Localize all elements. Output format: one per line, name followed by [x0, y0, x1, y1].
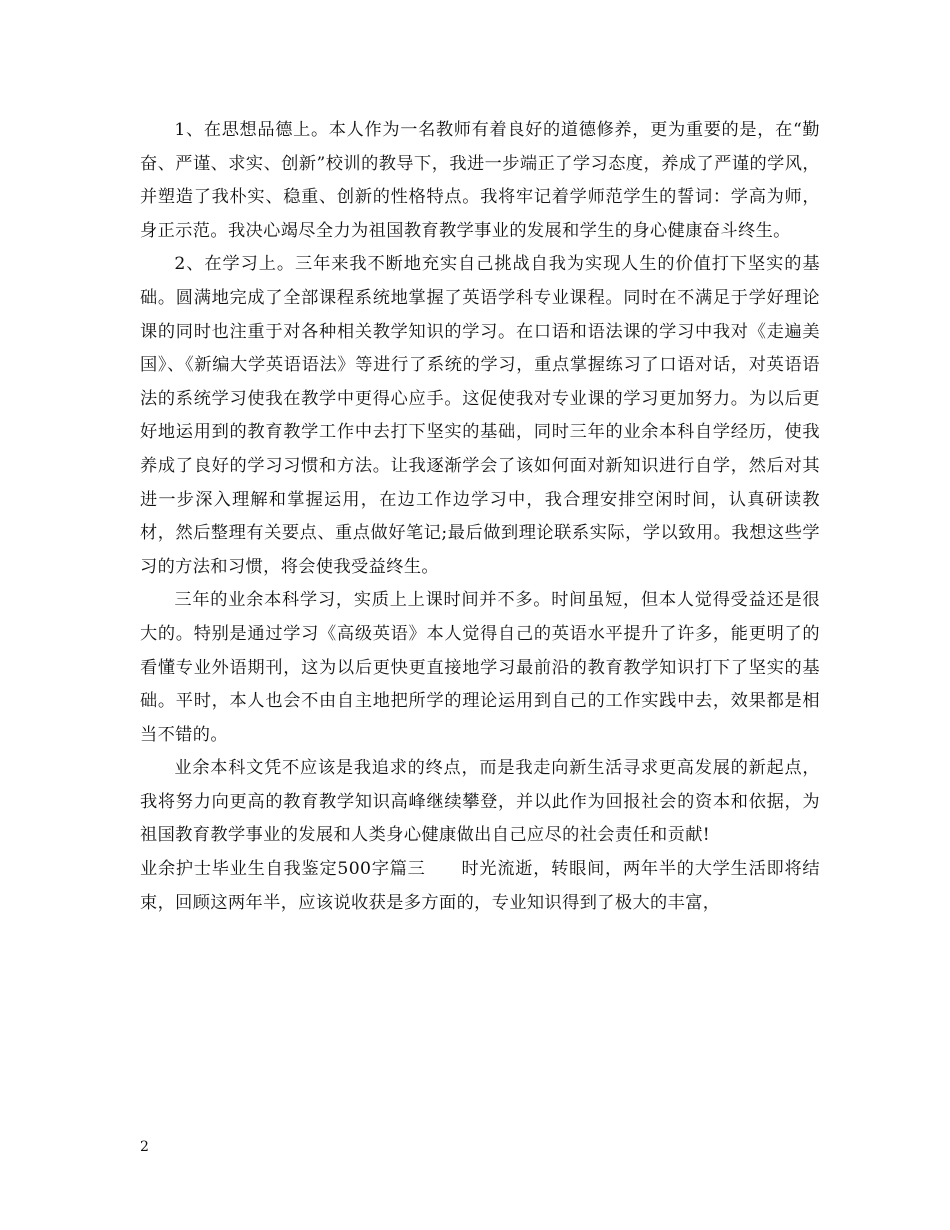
page-number: 2 [140, 1139, 149, 1155]
paragraph-section-three: 业余护士毕业生自我鉴定500字篇三 时光流逝，转眼间，两年半的大学生活即将结束，回顾这两年半，应该说收获是多方面的，专业知识得到了极大的丰富， [140, 859, 820, 913]
paragraph-study: 2、在学习上。三年来我不断地充实自己挑战自我为实现人生的价值打下坚实的基础。圆满地完成了全部课程系统地掌握了英语学科专业课程。同时在不满足于学好理论课的同时也注重于对各种相关教学知识的学习。在口语和语法课的学习中我对《走遍美国》、《新编大学英语语法》等进行了系统的学习，重点掌握练习了口语对话，对英语语法的系统学习使我在教学中更得心应手。这促使我对专业课的学习更加努力。为以后更好地运用到的教育教学工作中去打下坚实的基础，同时三年的业余本科自学经历，使我养成了良好的学习习惯和方法。让我逐渐学会了该如何面对新知识进行自学，然后对其进一步深入理解和掌握运用，在边工作边学习中，我合理安排空闲时间，认真研读教材，然后整理有关要点、重点做好笔记;最后做到理论联系实际，学以致用。我想这些学习的方法和习惯，将会使我受益终生。 [140, 254, 820, 577]
paragraph-future-goal: 业余本科文凭不应该是我追求的终点，而是我走向新生活寻求更高发展的新起点，我将努力向更高的教育教学知识高峰继续攀登，并以此作为回报社会的资本和依据，为祖国教育教学事业的发展和人类身心健康做出自己应尽的社会责任和贡献! [140, 758, 820, 846]
paragraph-moral-character: 1、在思想品德上。本人作为一名教师有着良好的道德修养，更为重要的是，在“勤奋、严谨、求实、创新”校训的教导下，我进一步端正了学习态度，养成了严谨的学风，并塑造了我朴实、稳重、创新的性格特点。我将牢记着学师范学生的誓词：学高为师，身正示范。我决心竭尽全力为祖国教育教学事业的发展和学生的身心健康奋斗终生。 [140, 120, 820, 241]
paragraph-part-time-study: 三年的业余本科学习，实质上上课时间并不多。时间虽短，但本人觉得受益还是很大的。特别是通过学习《高级英语》本人觉得自己的英语水平提升了许多，能更明了的看懂专业外语期刊，这为以后更快更直接地学习最前沿的教育教学知识打下了坚实的基础。平时，本人也会不由自主地把所学的理论运用到自己的工作实践中去，效果都是相当不错的。 [140, 590, 820, 745]
document-body [140, 114, 820, 920]
